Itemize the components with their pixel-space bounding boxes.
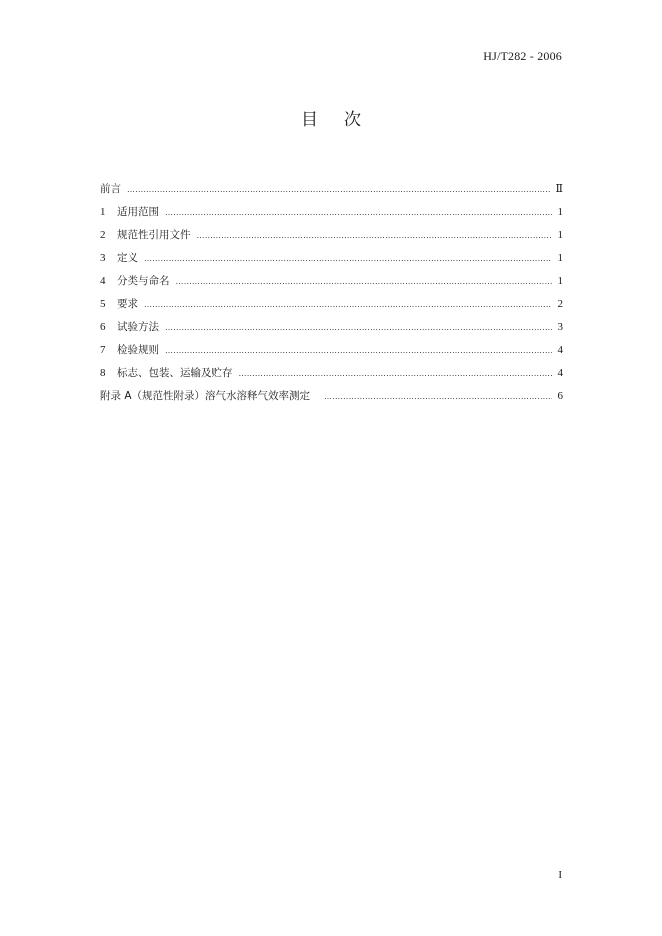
toc-entry-label: 检验规则 bbox=[117, 344, 159, 356]
toc-entry-number: 2 bbox=[100, 229, 106, 241]
toc-entry-label: 试验方法 bbox=[117, 321, 159, 333]
toc-entry-scope[interactable] bbox=[100, 201, 563, 224]
toc-entry-label: 要求 bbox=[117, 298, 138, 310]
toc-entry-number: 3 bbox=[100, 252, 106, 264]
toc-entry-classification[interactable] bbox=[100, 270, 563, 293]
toc-entry-requirements[interactable] bbox=[100, 293, 563, 316]
toc-entry-label: 规范性引用文件 bbox=[117, 229, 191, 241]
toc-entry-number: 6 bbox=[100, 321, 106, 333]
toc-entry-number: 4 bbox=[100, 275, 106, 287]
page-number: I bbox=[558, 869, 562, 881]
toc-entry-page: 4 bbox=[557, 344, 563, 356]
toc-entry-label: 定义 bbox=[117, 252, 138, 264]
toc-entry-label: 适用范围 bbox=[117, 206, 159, 218]
toc-entry-normative-references[interactable] bbox=[100, 224, 563, 247]
toc-entry-label: 标志、包装、运输及贮存 bbox=[117, 367, 233, 379]
toc-entry-page: Ⅱ bbox=[555, 183, 563, 195]
toc-dot-leader bbox=[127, 178, 551, 201]
toc-entry-page: 6 bbox=[557, 390, 563, 402]
toc-entry-page: 1 bbox=[557, 206, 563, 218]
toc-entry-page: 3 bbox=[557, 321, 563, 333]
toc-entry-label: 分类与命名 bbox=[117, 275, 170, 287]
toc-entry-number: 8 bbox=[100, 367, 106, 379]
toc-dot-leader bbox=[165, 339, 552, 362]
toc-entry-preface[interactable] bbox=[100, 178, 563, 201]
toc-entry-number: 5 bbox=[100, 298, 106, 310]
toc-dot-leader bbox=[239, 362, 553, 385]
toc-entry-inspection-rules[interactable] bbox=[100, 339, 563, 362]
toc-dot-leader bbox=[144, 293, 552, 316]
page-title: 目次 bbox=[301, 110, 387, 130]
toc-entry-page: 4 bbox=[557, 367, 563, 379]
toc-dot-leader bbox=[197, 224, 553, 247]
table-of-contents bbox=[100, 178, 563, 408]
toc-dot-leader bbox=[324, 385, 552, 408]
toc-dot-leader bbox=[165, 316, 552, 339]
toc-entry-number: 1 bbox=[100, 206, 106, 218]
toc-entry-page: 1 bbox=[557, 229, 563, 241]
toc-entry-label: 前言 bbox=[100, 183, 121, 195]
toc-entry-page: 1 bbox=[557, 252, 563, 264]
toc-entry-label: 附录 A（规范性附录）溶气水溶释气效率测定 bbox=[100, 390, 311, 402]
toc-entry-appendix-a[interactable] bbox=[100, 385, 563, 408]
toc-dot-leader bbox=[165, 201, 552, 224]
toc-entry-definitions[interactable] bbox=[100, 247, 563, 270]
toc-entry-test-methods[interactable] bbox=[100, 316, 563, 339]
toc-entry-marking-packaging[interactable] bbox=[100, 362, 563, 385]
toc-entry-page: 1 bbox=[557, 275, 563, 287]
standard-number: HJ/T282 - 2006 bbox=[483, 49, 562, 63]
toc-dot-leader bbox=[144, 247, 552, 270]
toc-entry-page: 2 bbox=[557, 298, 563, 310]
toc-entry-number: 7 bbox=[100, 344, 106, 356]
toc-dot-leader bbox=[176, 270, 553, 293]
